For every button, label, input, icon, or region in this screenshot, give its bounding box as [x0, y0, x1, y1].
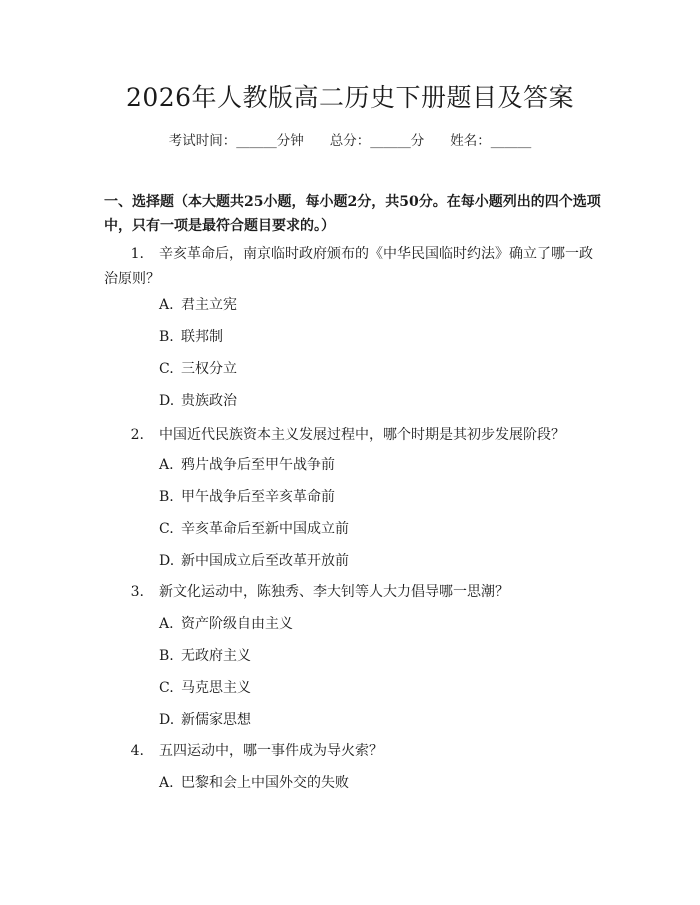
option-1d	[159, 391, 237, 411]
exam-time-field: 考试时间：______分钟	[168, 133, 304, 149]
section-heading: 一、选择题（本大题共25小题，每小题2分，共50分。在每小题列出的四个选项中，只有一项是最符合题目要求的。）	[104, 194, 601, 234]
exam-meta	[0, 131, 700, 151]
question-text: 五四运动中，哪一事件成为导火索？	[159, 743, 383, 759]
option-letter: D.	[159, 712, 175, 728]
option-letter: B.	[159, 329, 174, 345]
option-letter: B.	[159, 648, 174, 664]
option-text: 新儒家思想	[181, 712, 251, 728]
question-4	[104, 739, 604, 764]
option-text: 贵族政治	[181, 393, 237, 409]
option-text: 君主立宪	[181, 297, 237, 313]
name-field: 姓名：______	[450, 133, 532, 149]
option-1c	[159, 359, 237, 379]
question-text: 新文化运动中，陈独秀、李大钊等人大力倡导哪一思潮？	[159, 584, 509, 600]
option-text: 鸦片战争后至甲午战争前	[181, 457, 335, 473]
option-text: 无政府主义	[181, 648, 251, 664]
option-letter: A.	[159, 457, 174, 473]
question-2	[104, 423, 604, 448]
option-3b	[159, 646, 251, 666]
option-text: 巴黎和会上中国外交的失败	[181, 775, 349, 791]
page-title: 2026年人教版高二历史下册题目及答案	[125, 83, 575, 112]
question-number: 1.	[130, 246, 144, 262]
option-letter: C.	[159, 680, 174, 696]
option-1a	[159, 295, 237, 315]
option-2c	[159, 519, 349, 539]
option-text: 马克思主义	[181, 680, 251, 696]
option-2d	[159, 551, 349, 571]
option-text: 资产阶级自由主义	[181, 616, 293, 632]
option-letter: B.	[159, 489, 174, 505]
option-4a	[159, 773, 349, 793]
option-letter: A.	[159, 297, 174, 313]
option-text: 新中国成立后至改革开放前	[181, 553, 349, 569]
option-1b	[159, 327, 223, 347]
option-letter: C.	[159, 521, 174, 537]
option-text: 三权分立	[181, 361, 237, 377]
option-letter: A.	[159, 775, 174, 791]
total-score-field: 总分：______分	[329, 133, 425, 149]
option-3d	[159, 710, 251, 730]
option-3c	[159, 678, 251, 698]
option-letter: A.	[159, 616, 174, 632]
question-3	[104, 580, 604, 605]
question-number: 4.	[130, 743, 144, 759]
option-3a	[159, 614, 293, 634]
option-letter: D.	[159, 393, 175, 409]
question-text: 辛亥革命后，南京临时政府颁布的《中华民国临时约法》确立了哪一政治原则？	[104, 246, 593, 287]
option-letter: D.	[159, 553, 175, 569]
question-text: 中国近代民族资本主义发展过程中，哪个时期是其初步发展阶段？	[159, 427, 565, 443]
option-text: 甲午战争后至辛亥革命前	[181, 489, 335, 505]
option-text: 辛亥革命后至新中国成立前	[181, 521, 349, 537]
question-number: 3.	[130, 584, 144, 600]
option-2b	[159, 487, 335, 507]
option-letter: C.	[159, 361, 174, 377]
question-1	[104, 242, 604, 292]
option-2a	[159, 455, 335, 475]
question-number: 2.	[130, 427, 144, 443]
option-text: 联邦制	[181, 329, 223, 345]
